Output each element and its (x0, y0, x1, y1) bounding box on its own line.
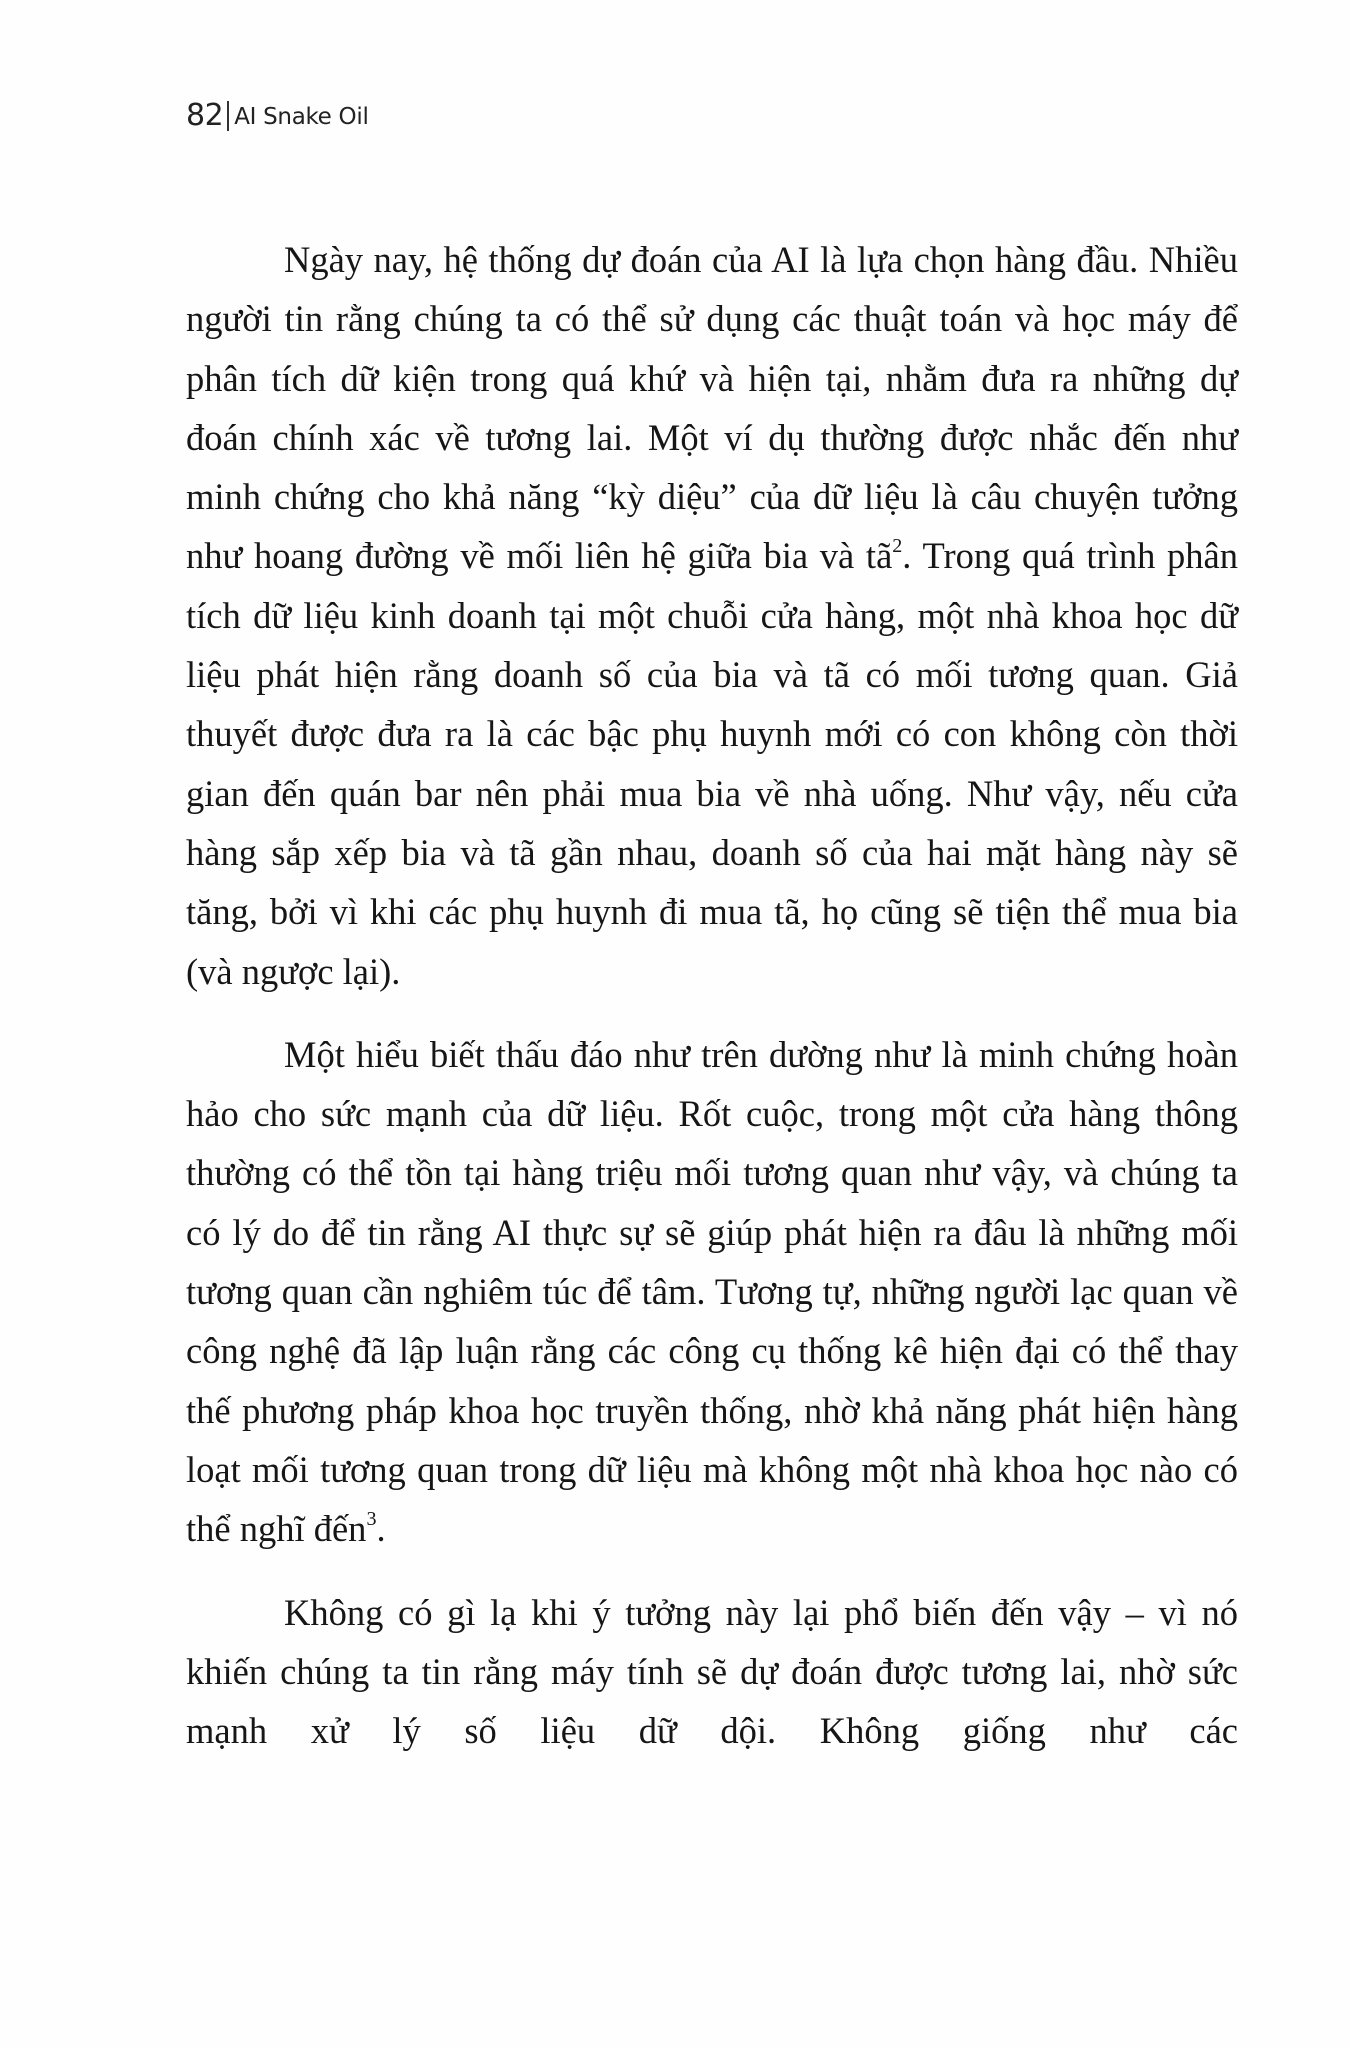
page-number: 82 (186, 98, 224, 133)
paragraph-1 (186, 230, 1238, 1001)
paragraph-text: Một hiểu biết thấu đáo như trên dường như là minh chứng hoàn hảo cho sức mạnh của dữ liệu. Rốt cuộc, trong một cửa hàng thông thường có thể tồn tại hàng triệu mối tương quan như vậy, và chúng ta có lý do để tin rằng AI thực sự sẽ giúp phát hiện ra đâu là những mối tương quan cần nghiêm túc để tâm. Tương tự, những người lạc quan về công nghệ đã lập luận rằng các công cụ thống kê hiện đại có thể thay thế phương pháp khoa học truyền thống, nhờ khả năng phát hiện hàng loạt mối tương quan trong dữ liệu mà không một nhà khoa học nào có thể nghĩ đến (186, 1033, 1238, 1550)
paragraph-text: Ngày nay, hệ thống dự đoán của AI là lựa chọn hàng đầu. Nhiều người tin rằng chúng ta có thể sử dụng các thuật toán và học máy để phân tích dữ kiện trong quá khứ và hiện tại, nhằm đưa ra những dự đoán chính xác về tương lai. Một ví dụ thường được nhắc đến như minh chứng cho khả năng “kỳ diệu” của dữ liệu là câu chuyện tưởng như hoang đường về mối liên hệ giữa bia và tã (186, 239, 1238, 577)
paragraph-text: . (376, 1508, 386, 1550)
paragraph-text: . Trong quá trình phân tích dữ liệu kinh doanh tại một chuỗi cửa hàng, một nhà khoa học dữ liệu phát hiện rằng doanh số của bia và tã có mối tương quan. Giả thuyết được đưa ra là các bậc phụ huynh mới có con không còn thời gian đến quán bar nên phải mua bia về nhà uống. Như vậy, nếu cửa hàng sắp xếp bia và tã gần nhau, doanh số của hai mặt hàng này sẽ tăng, bởi vì khi các phụ huynh đi mua tã, họ cũng sẽ tiện thể mua bia (và ngược lại). (186, 535, 1238, 992)
running-head (186, 98, 369, 133)
book-title: AI Snake Oil (234, 104, 369, 130)
header-divider (227, 101, 229, 131)
paragraph-text: Không có gì lạ khi ý tưởng này lại phổ biến đến vậy – vì nó khiến chúng ta tin rằng máy tính sẽ dự đoán được tương lai, nhờ sức mạnh xử lý số liệu dữ dội. Không giống như các (186, 1591, 1238, 1752)
footnote-ref[interactable]: 3 (366, 1508, 377, 1531)
paragraph-2 (186, 1025, 1238, 1559)
paragraph-3 (186, 1583, 1238, 1761)
footnote-ref[interactable]: 2 (892, 535, 903, 558)
body-text (186, 230, 1238, 1784)
